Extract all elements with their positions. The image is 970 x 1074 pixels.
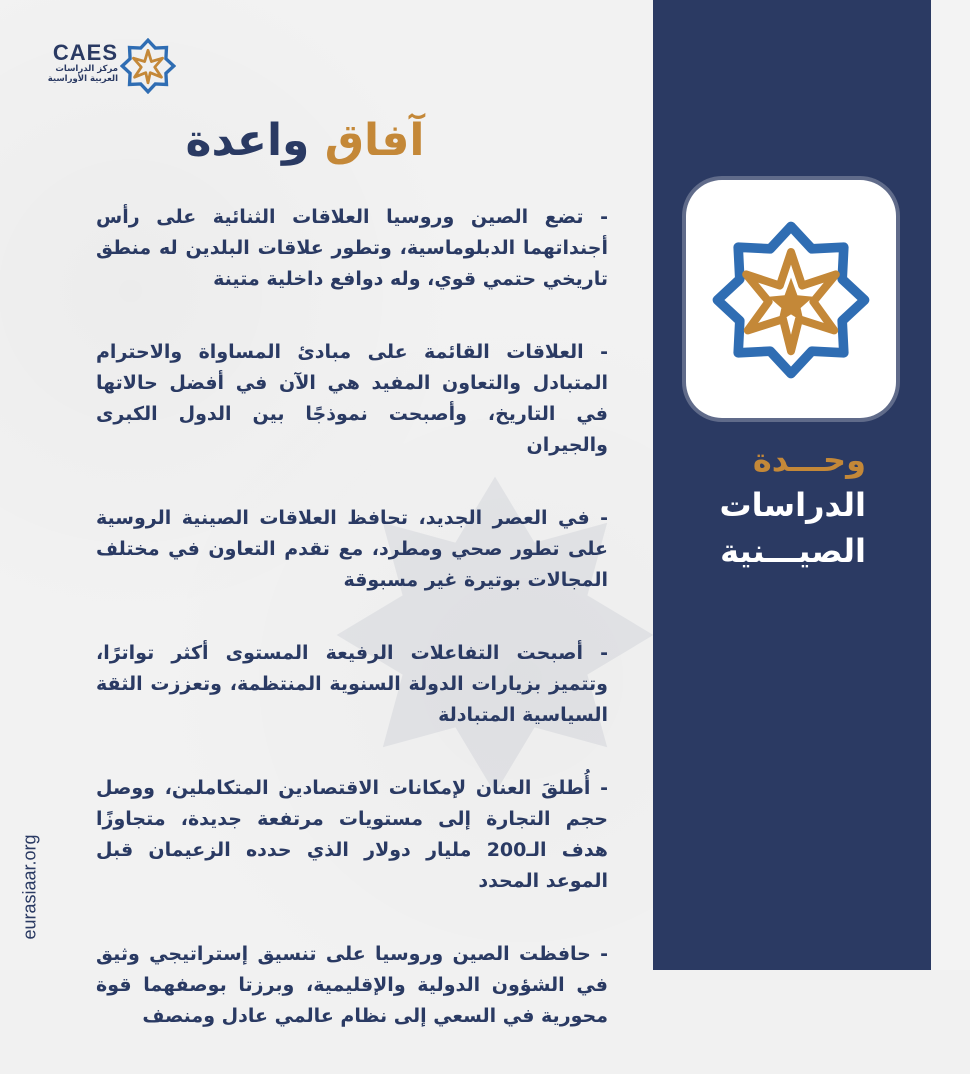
bullet-paragraph-4: - أصبحت التفاعلات الرفيعة المستوى أكثر تواترًا، وتتميز بزيارات الدولة السنوية المنتظمة، وتعززت الثقة السياسية المتبادلة [96, 642, 608, 726]
unit-line-3: الصيـــنية [720, 532, 866, 570]
title-word-2: واعدة [185, 115, 310, 166]
edge-strip [931, 0, 970, 970]
logo-star-icon [120, 38, 176, 94]
bullet-paragraph-1: - تضع الصين وروسيا العلاقات الثنائية على رأس أجنداتهما الدبلوماسية، وتطور علاقات البلدين له منطق تاريخي حتمي قوي، وله دوافع داخلية متينة [96, 206, 608, 290]
bullet-paragraph-2: - العلاقات القائمة على مبادئ المساواة والاحترام المتبادل والتعاون المفيد هي الآن في أفضل حالاتها في التاريخ، وأصبحت نموذجًا بين الدول الكبرى والجيران [96, 341, 608, 456]
bullet-paragraph-3: - في العصر الجديد، تحافظ العلاقات الصينية الروسية على تطور صحي ومطرد، مع تقدم التعاون في مختلف المجالات بوتيرة غير مسبوقة [96, 507, 608, 591]
emblem-badge [686, 180, 896, 418]
bullet-list [96, 202, 608, 1074]
website-url [12, 812, 48, 962]
page-title [150, 108, 460, 174]
logo-line1: مركز الدراسات [55, 64, 118, 74]
unit-line-2: الدراسات [719, 486, 866, 524]
bullet-paragraph-5: - أُطلقَ العنان لإمكانات الاقتصادين المتكاملين، ووصل حجم التجارة إلى مستويات مرتفعة جديدة، متجاوزًا هدف الـ200 مليار دولار الذي حدده الزعيمان قبل الموعد المحدد [96, 777, 608, 892]
logo-acronym: CAES [52, 40, 118, 65]
logo-line2: العربية الأوراسية [47, 74, 118, 84]
bullet-paragraph-6: - حافظت الصين وروسيا على تنسيق إستراتيجي وثيق في الشؤون الدولية والإقليمية، وبرزتا بوصفهما قوة محورية في السعي إلى نظام عالمي عادل ومنصف [96, 943, 608, 1027]
unit-name [700, 438, 866, 574]
emblem-star-icon [711, 220, 871, 380]
unit-line-1: وحـــدة [752, 441, 866, 479]
caes-logo [44, 38, 184, 94]
title-word-1: آفاق [324, 115, 425, 166]
website-text: eurasiaar.org [19, 834, 40, 940]
